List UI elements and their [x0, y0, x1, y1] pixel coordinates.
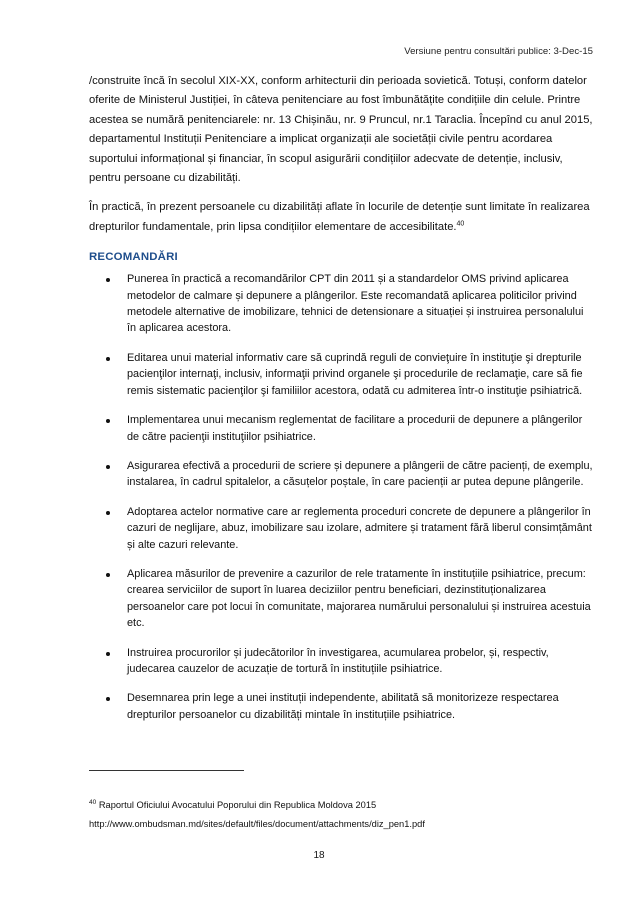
recommendation-text: Punerea în practică a recomandărilor CPT din 2011 și a standardelor OMS privind aplicarea metodelor de calmare și depunere a plângerilor. Este recomandată aplicarea politicilor privind metodele alternative de imobilizare, tehnici de detensionare a situației și instruirea personalului în aplicarea acestora. [127, 273, 584, 335]
page-number: 18 [313, 850, 325, 861]
recommendation-text: Desemnarea prin lege a unei instituții independente, abilitată să monitorizeze respectarea drepturilor persoanelor cu dizabilități mintale în instituțiile psihiatrice. [127, 692, 559, 721]
recommendation-item [89, 458, 594, 491]
recommendation-text: Editarea unui material informativ care să cuprindă reguli de convieţuire în instituţie şi drepturile pacienţilor internaţi, inclusiv, informaţii privind organele şi procedurile de reclamaţie, care să fie remis sistematic pacienţilor şi familiilor acestora, odată cu admiterea într-o instituţie psihiatrică. [127, 351, 583, 397]
recommendations-heading: RECOMANDĂRI [89, 251, 178, 264]
page-header-version-note: Versiune pentru consultări publice: 3-Dec-15 [404, 46, 593, 57]
recommendation-item [89, 645, 594, 678]
footnote-number: 40 [89, 798, 97, 806]
page-content [89, 72, 594, 736]
bullet-dot-icon [106, 697, 110, 701]
footnote-url: http://www.ombudsman.md/sites/default/files/document/attachments/diz_pen1.pdf [89, 819, 425, 829]
footnote-reference: 40 [456, 220, 465, 228]
recommendation-text: Aplicarea măsurilor de prevenire a cazurilor de rele tratamente în instituțiile psihiatrice, precum: crearea serviciilor de suport în luarea deciziilor pentru beneficiari, dezinstituționalizarea persoanelor care pot locui în comunitate, majorarea numărului personalului și instruirea acestuia etc. [127, 567, 591, 630]
footnote-separator [89, 770, 244, 771]
recommendation-item [89, 350, 594, 399]
bullet-dot-icon [106, 419, 110, 423]
footnote [89, 796, 599, 834]
recommendation-text: Implementarea unui mecanism reglementat de facilitare a procedurii de depunere a plângerilor de către pacienţii instituţiilor psihiatrice. [127, 414, 583, 443]
recommendation-text: Asigurarea efectivă a procedurii de scriere și depunere a plângerii de către pacienți, de exemplu, instalarea, în cadrul spitalelor, a căsuțelor poștale, în care pacienții ar putea depune plângerile. [127, 459, 593, 489]
recommendation-item [89, 504, 594, 553]
recommendations-list [89, 271, 594, 723]
recommendation-text: Instruirea procurorilor și judecătorilor în investigarea, acumularea probelor, și, respectiv, judecarea cauzelor de acuzație de tortură în instituțiile psihiatrice. [127, 646, 549, 675]
bullet-dot-icon [106, 511, 110, 515]
recommendation-item [89, 271, 594, 337]
body-paragraph-1: /construite încă în secolul XIX-XX, conform arhitecturii din perioada sovietică. Totuși, conform datelor oferite de Ministerul Justiției, în câteva penitenciare au fost îmbunătățite condițiile din celule. Printre acestea se numără penitenciarele: nr. 13 Chișinău, nr. 9 Pruncul, nr.1 Taraclia. Începînd cu anul 2015, departamentul Instituții Penitenciare a implicat organizații ale societății civile pentru acordarea suportului informațional și financiar, în scopul asigurării condițiilor adecvate de detenție, inclusiv, pentru persoane cu dizabilități. [89, 75, 593, 185]
bullet-dot-icon [106, 278, 110, 282]
body-paragraph-2-text: În practică, în prezent persoanele cu dizabilități aflate în locurile de detenție sunt limitate în realizarea drepturilor fundamentale, prin lipsa condițiilor elementare de accesibilitate. [89, 201, 590, 233]
footnote-text: Raportul Oficiului Avocatului Poporului din Republica Moldova 2015 [96, 800, 377, 810]
footnote-citation [89, 796, 599, 815]
bullet-dot-icon [106, 357, 110, 361]
recommendation-text: Adoptarea actelor normative care ar reglementa proceduri concrete de depunere a plângerilor în cazuri de neglijare, abuz, imobilizare sau izolare, admitere și tratament fără liberul consimțământ și alte cazuri relevante. [127, 505, 592, 551]
recommendation-item [89, 566, 594, 632]
recommendation-item [89, 412, 594, 445]
body-paragraph-2 [89, 198, 594, 237]
bullet-dot-icon [106, 652, 110, 656]
bullet-dot-icon [106, 573, 110, 577]
recommendation-item [89, 690, 594, 723]
bullet-dot-icon [106, 465, 110, 469]
